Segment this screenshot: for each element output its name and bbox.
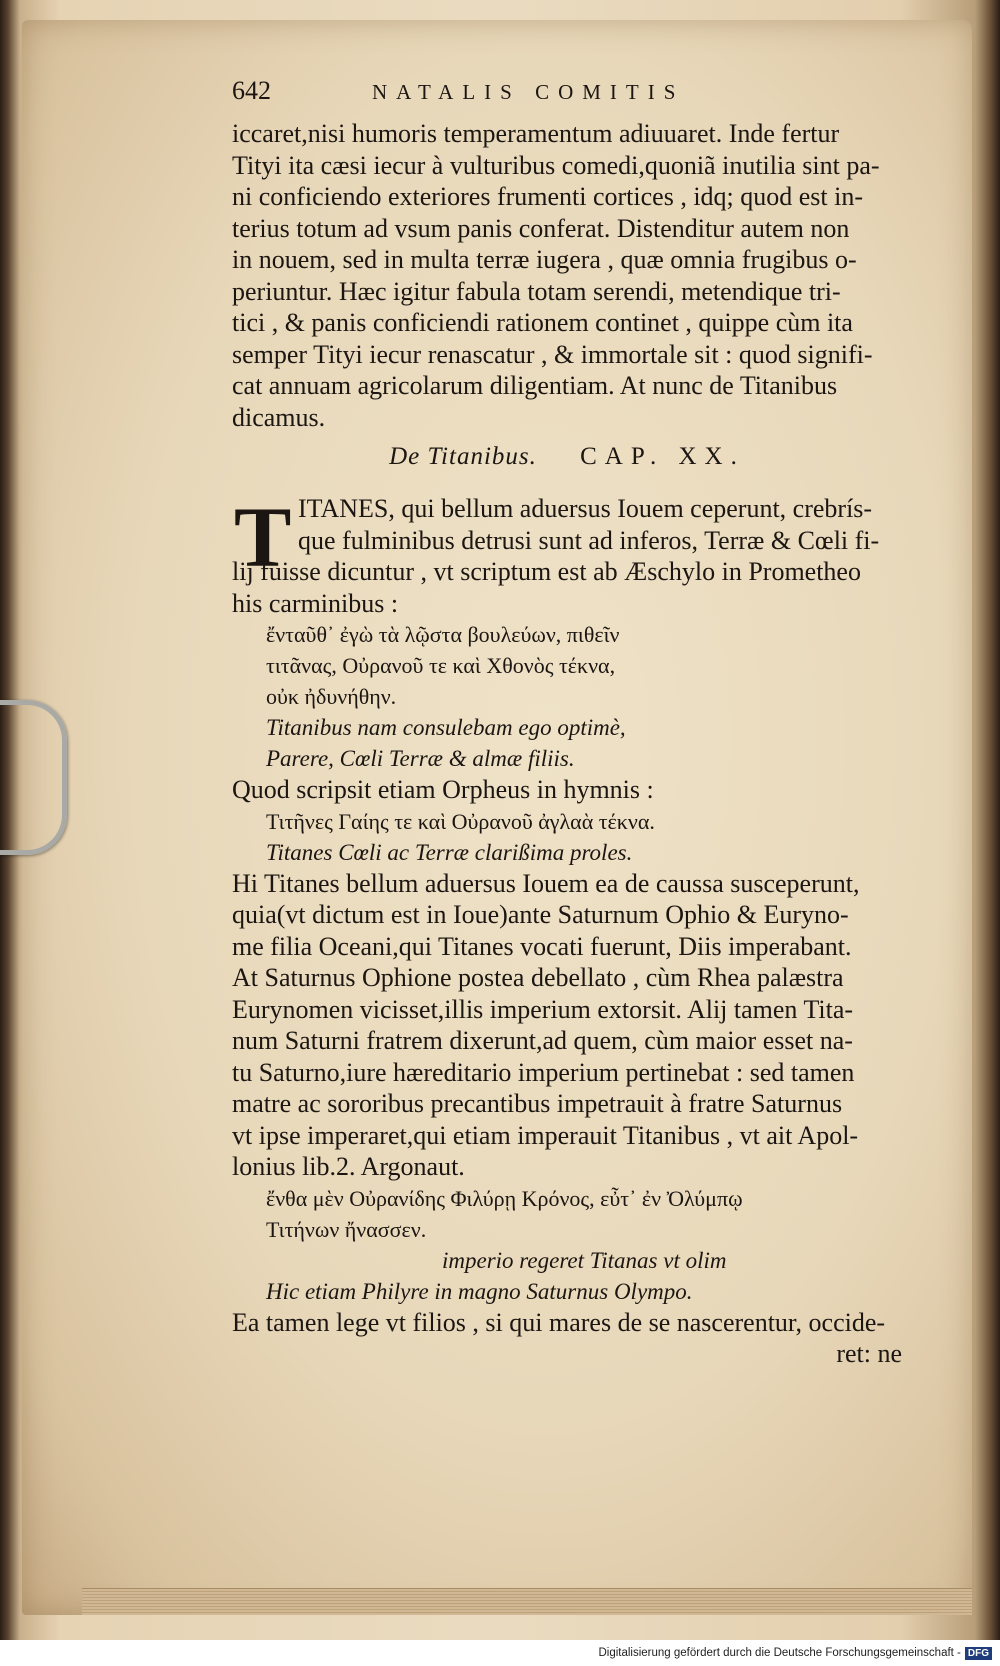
text-block <box>232 76 902 1370</box>
text-line: lonius lib.2. Argonaut. <box>232 1152 465 1181</box>
paragraph-lege <box>232 1307 902 1370</box>
text-line: Ea tamen lege vt filios , si qui mares de se nascerentur, occide- <box>232 1307 886 1337</box>
latin-verse-line: imperio regeret Titanas vt olim <box>442 1247 727 1273</box>
latin-verse-line: Hic etiam Philyre in magno Saturnus Olympo. <box>266 1278 693 1304</box>
greek-verse-line: τιτᾶνας, Οὐρανοῦ τε καὶ Χθονὸς τέκνα, <box>266 653 616 678</box>
verse-orpheus <box>232 806 902 868</box>
chapter-title: De Titanibus. <box>389 443 537 470</box>
text-line: cat annuam agricolarum diligentiam. At nunc de Titanibus <box>232 371 838 400</box>
text-line: num Saturni fratrem dixerunt,ad quem, cùm maior esset na- <box>232 1026 853 1055</box>
verse-aeschylus <box>232 619 902 774</box>
catchword: ret: ne <box>836 1339 902 1368</box>
paragraph-orpheus <box>232 774 902 806</box>
text-line: lij fuisse dicuntur , vt scriptum est ab Æschylo in Prometheo <box>232 557 861 586</box>
text-line: matre ac sororibus precantibus impetrauit à fratre Saturnus <box>232 1089 843 1118</box>
text-line: que fulminibus detrusi sunt ad inferos, Terræ & Cœli fi- <box>298 525 880 555</box>
latin-verse-line: Titanes Cœli ac Terræ clarißima proles. <box>266 839 633 865</box>
page-edges <box>82 1588 972 1615</box>
text-line: quia(vt dictum est in Ioue)ante Saturnum Ophio & Euryno- <box>232 900 849 929</box>
text-line: dicamus. <box>232 402 326 432</box>
text-line: ni conficiendo exteriores frumenti cortices , idq; quod est in- <box>232 182 864 211</box>
text-line: Hi Titanes bellum aduersus Iouem ea de caussa susceperunt, <box>232 868 860 898</box>
text-line: terius totum ad vsum panis conferat. Distenditur autem non <box>232 213 850 243</box>
greek-verse-line: Τιτῆνες Γαίης τε καὶ Οὐρανοῦ ἀγλαὰ τέκνα. <box>266 808 655 834</box>
text-line: tici , & panis conficiendi rationem continet , quippe cùm ita <box>232 308 853 337</box>
greek-verse-line: ἔνταῦθ᾽ ἐγὼ τὰ λῷστα βουλεύων, πιθεῖν <box>266 622 620 647</box>
chapter-heading <box>232 443 902 471</box>
text-line: vt ipse imperaret,qui etiam imperauit Titanibus , vt ait Apol- <box>232 1120 859 1150</box>
text-line: tu Saturno,iure hæreditario imperium pertinebat : sed tamen <box>232 1057 855 1087</box>
verse-apollonius-latin <box>232 1245 902 1276</box>
paragraph-tityus <box>232 118 902 433</box>
text-line: ITANES, qui bellum aduersus Iouem ceperunt, crebrís- <box>298 494 873 523</box>
verse-apollonius <box>232 1183 902 1245</box>
text-line: Quod scripsit etiam Orpheus in hymnis : <box>232 775 654 804</box>
drop-cap: T <box>234 489 292 585</box>
text-line: semper Tityi iecur renascatur , & immortale sit : quod signifi- <box>232 339 873 369</box>
latin-verse-line: Parere, Cœli Terræ & almæ filiis. <box>266 746 575 771</box>
footer-text: Digitalisierung gefördert durch die Deutsche Forschungsgemeinschaft - <box>598 1647 961 1659</box>
text-line: in nouem, sed in multa terræ iugera , quæ omnia frugibus o- <box>232 245 857 274</box>
text-line: Tityi ita cæsi iecur à vulturibus comedi,quoniã inutilia sint pa- <box>232 150 880 180</box>
attribution-footer <box>0 1640 1000 1666</box>
page-clip <box>0 700 67 855</box>
text-line: At Saturnus Ophione postea debellato , cùm Rhea palæstra <box>232 963 844 992</box>
page-number: 642 <box>232 76 271 105</box>
dfg-logo: DFG <box>965 1647 992 1660</box>
text-line: Eurynomen vicisset,illis imperium extorsit. Alij tamen Tita- <box>232 994 854 1024</box>
greek-verse-line: οὐκ ἠδυνήθην. <box>266 684 397 709</box>
running-head <box>232 76 902 110</box>
text-line: iccaret,nisi humoris temperamentum adiuuaret. Inde fertur <box>232 119 840 148</box>
chapter-number: CAP. XX. <box>580 443 745 470</box>
text-line: me filia Oceani,qui Titanes vocati fuerunt, Diis imperabant. <box>232 931 852 961</box>
running-title: NATALIS COMITIS <box>372 80 685 104</box>
paragraph-titanes <box>232 489 902 619</box>
greek-verse-line: Τιτήνων ἤνασσεν. <box>266 1216 427 1242</box>
text-line: periuntur. Hæc igitur fabula totam serendi, metendique tri- <box>232 276 841 306</box>
verse-apollonius-latin-2 <box>232 1276 902 1307</box>
text-line: his carminibus : <box>232 588 399 618</box>
greek-verse-line: ἔνθα μὲν Οὐρανίδης Φιλύρῃ Κρόνος, εὖτ᾽ ἐν Ὀλύμπῳ <box>266 1185 743 1211</box>
paragraph-war <box>232 868 902 1183</box>
latin-verse-line: Titanibus nam consulebam ego optimè, <box>266 715 626 740</box>
